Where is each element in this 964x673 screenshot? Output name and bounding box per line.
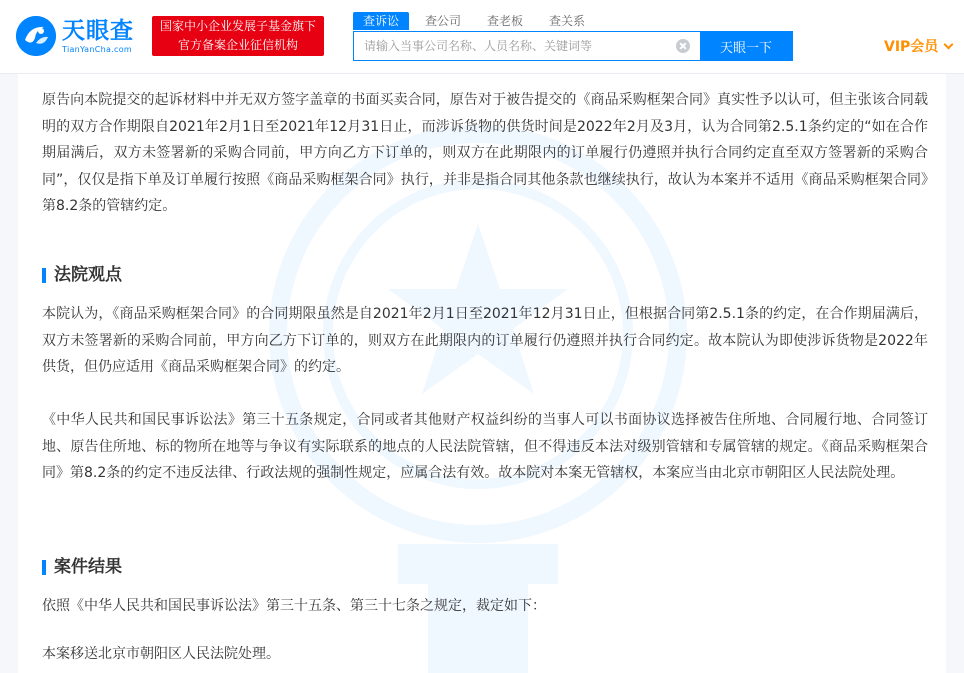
clear-icon[interactable] <box>676 39 690 53</box>
vip-label: VIP会员 <box>884 39 939 55</box>
judgment-document <box>18 74 946 673</box>
search-button[interactable]: 天眼一下 <box>700 32 792 60</box>
gov-badge[interactable] <box>152 16 324 56</box>
search-box <box>353 31 793 61</box>
tianyancha-logo[interactable] <box>16 14 146 58</box>
tianyancha-logo-icon <box>16 16 56 56</box>
tab-search-company[interactable]: 查公司 <box>425 14 462 28</box>
case-result-paragraph-1: 依照《中华人民共和国民事诉讼法》第三十五条、第三十七条之规定，裁定如下： <box>42 598 546 614</box>
search-tabs <box>353 12 601 30</box>
case-result-paragraph-2: 本案移送北京市朝阳区人民法院处理。 <box>42 646 280 662</box>
court-opinion-paragraph-2: 《中华人民共和国民事诉讼法》第三十五条规定，合同或者其他财产权益纠纷的当事人可以书面协议选择被告住所地、合同履行地、合同签订地、原告住所地、标的物所在地等与争议有实际联系的地点的人民法院管辖，但不得违反本法对级别管辖和专属管辖的规定。《商品采购框架合同》第8.2条的约定不违反法律、行政法规的强制性规定，应属合法有效。故本院对本案无管辖权，本案应当由北京市朝阳区人民法院处理。 <box>42 412 928 481</box>
section-title-court-opinion: 法院观点 <box>42 263 122 287</box>
court-opinion-paragraph-1: 本院认为，《商品采购框架合同》的合同期限虽然是自2021年2月1日至2021年12月31日止，但根据合同第2.5.1条的约定，在合作期届满后，双方未签署新的采购合同前，甲方向乙方下订单的，则双方在此期限内的订单履行仍遵照并执行合同约定。故本院认为即使涉诉货物是2022年供货，但仍应适用《商品采购框架合同》的约定。 <box>42 306 928 375</box>
tab-search-boss[interactable]: 查老板 <box>487 14 524 28</box>
gov-badge-line2: 官方备案企业征信机构 <box>177 38 298 52</box>
top-header <box>0 0 964 74</box>
section-title-case-result: 案件结果 <box>42 555 122 579</box>
gov-badge-line1: 国家中小企业发展子基金旗下 <box>159 19 316 33</box>
tab-search-lawsuit[interactable]: 查诉讼 <box>353 12 409 30</box>
logo-name: 天眼查 <box>62 17 134 44</box>
logo-domain: TianYanCha.com <box>62 44 132 54</box>
vip-member-menu[interactable] <box>884 36 952 56</box>
intro-paragraph: 原告向本院提交的起诉材料中并无双方签字盖章的书面买卖合同，原告对于被告提交的《商品采购框架合同》真实性予以认可，但主张该合同载明的双方合作期限自2021年2月1日至2021年12月31日止，而涉诉货物的供货时间是2022年2月及3月，认为合同第2.5.1条约定的“如在合作期届满后，双方未签署新的采购合同前，甲方向乙方下订单的，则双方在此期限内的订单履行仍遵照并执行合同约定直至双方签署新的采购合同”，仅仅是指下单及订单履行按照《商品采购框架合同》执行，并非是指合同其他条款也继续执行，故认为本案并不适用《商品采购框架合同》第8.2条的管辖约定。 <box>42 92 928 214</box>
tab-search-relation[interactable]: 查关系 <box>549 14 586 28</box>
search-input[interactable] <box>354 32 676 60</box>
chevron-down-icon <box>944 39 954 49</box>
